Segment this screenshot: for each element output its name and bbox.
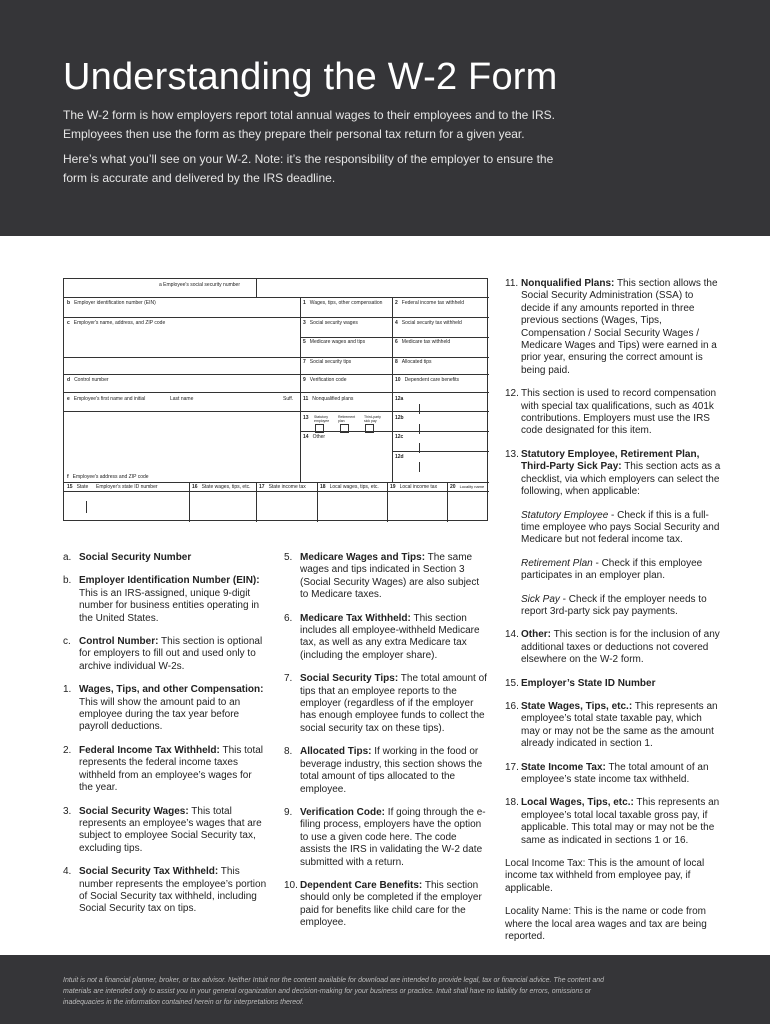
form-box-9: 9 Verification code: [303, 377, 347, 383]
form-box-a: a Employee's social security number: [159, 282, 240, 288]
intro-paragraph-1: The W-2 form is how employers report total annual wages to their employees and to the IRS. Employees then use the form as they prepare their personal tax return for a given year.: [63, 108, 556, 141]
form-box-5: 5 Medicare wages and tips: [303, 339, 366, 345]
item-13-sickpay: Sick Pay - Check if the employer needs to report 3rd-party sick pay payments.: [521, 593, 707, 617]
footer-disclaimer: Intuit is not a financial planner, broker, or tax advisor. Neither Intuit nor the content available for download are intended to provide legal, tax or financial advice. The content and materials are intended only to assist you in your general organization and decision-making for your business or practice. Intuit shall have no liability for errors, omissions or inadequacies in the information contained herein or for interpretations thereof.: [63, 977, 605, 1006]
list-item: 6. Medicare Tax Withheld: This section includes all employee-withheld Medicare tax, as well as any extra Medicare tax (including the employer share).: [284, 612, 480, 661]
list-item: 9. Verification Code: If going through the e-filing process, employers have the option to use a given code here. The code assists the IRS in validating the W-2 date submitted with a return.: [284, 806, 486, 868]
item-17: 17. State Income Tax: The total amount of an employee’s state income tax withheld.: [505, 761, 709, 785]
form-box-6: 6 Medicare tax withheld: [395, 339, 451, 345]
list-item: b. Employer Identification Number (EIN): This is an IRS-assigned, unique 9-digit number for business entities operating in the United States.: [63, 575, 260, 624]
list-item: 2. Federal Income Tax Withheld: This total represents the federal income taxes withheld from an employee’s wages for the year.: [63, 744, 264, 794]
column-left: [63, 552, 268, 927]
item-11: 11. Nonqualified Plans: This section allows the Social Security Administration (SSA) to decide if any amounts reported in three previous sections (Wages, Tips, Compensation / Social Security Wages / Medicare Wages and Tips) were earned in a prior year, ensuring the correct amount is being paid.: [505, 278, 718, 376]
column-right: [505, 278, 723, 954]
item-13: 13. Statutory Employee, Retirement Plan, Third-Party Sick Pay: This section acts as a checklist, via which employers can select the following, when applicable:: [505, 448, 721, 498]
form-box-12a: 12a: [395, 396, 404, 402]
form-box-10: 10 Dependent care benefits: [395, 377, 460, 383]
checkbox-retirement: [340, 424, 349, 433]
checkbox-sickpay: [365, 424, 374, 433]
form-box-e: e Employee's first name and initial: [67, 396, 146, 402]
form-box-e-suff: Suff.: [283, 396, 294, 402]
checkbox-statutory: [315, 424, 324, 433]
form-box-11: 11 Nonqualified plans: [303, 396, 354, 402]
form-box-13-retirement: Retirement plan: [338, 415, 356, 423]
list-item: a. Social Security Number: [63, 552, 192, 563]
local-income-tax-note: Local Income Tax: This is the amount of local income tax withheld from employee pay, if applicable.: [505, 858, 705, 894]
form-box-e-last: Last name: [170, 396, 194, 402]
form-box-20: 20 Locality name: [450, 484, 485, 490]
form-box-12b: 12b: [395, 415, 404, 421]
form-box-19: 19 Local income tax: [390, 484, 438, 490]
form-box-18: 18 Local wages, tips, etc.: [320, 484, 379, 490]
item-18: 18. Local Wages, Tips, etc.: This represents an employee’s total local taxable gross pay, if applicable. This total may or may not be the same as indicated in sections 1 or 16.: [505, 797, 720, 846]
item-16: 16. State Wages, Tips, etc.: This represents an employee’s total state taxable pay, which may or may not be the same as the amount already indicated in section 1.: [505, 700, 718, 750]
header-banner: [0, 0, 770, 236]
form-box-12d: 12d: [395, 454, 404, 460]
form-box-c: c Employer's name, address, and ZIP code: [67, 320, 166, 326]
list-item: 7. Social Security Tips: The total amount of tips that an employee reports to the employer (regardless of if the employer has enough employee funds to collect the social security tax on these tips).: [284, 673, 487, 734]
form-box-7: 7 Social security tips: [303, 359, 352, 365]
form-box-1: 1 Wages, tips, other compensation: [303, 300, 383, 306]
form-box-3: 3 Social security wages: [303, 320, 358, 326]
form-box-14: 14 Other: [303, 434, 326, 440]
list-item: 1. Wages, Tips, and other Compensation: This will show the amount paid to an employee during the tax year before payroll deductions.: [63, 684, 264, 733]
item-13-statutory: Statutory Employee - Check if this is a full-time employee who pays Social Security and Medicare but not federal income tax.: [521, 509, 720, 546]
item-13-retirement: Retirement Plan - Check if this employee participates in an employer plan.: [521, 557, 703, 582]
list-item: c. Control Number: This section is optional for employers to fill out and used only to archive individual W-2s.: [63, 636, 263, 672]
form-box-4: 4 Social security tax withheld: [395, 320, 462, 326]
form-box-15: 15 State: [67, 484, 89, 490]
form-box-13: 13: [303, 415, 309, 421]
locality-name-note: Locality Name: This is the name or code from where the local area wages and tax are being reported.: [505, 906, 707, 943]
form-box-2: 2 Federal income tax withheld: [395, 300, 465, 306]
w2-form-diagram: [63, 278, 488, 521]
form-box-f: f Employee's address and ZIP code: [67, 474, 149, 480]
item-12: 12. This section is used to record compensation with special tax qualifications, such as 401k contributions. Employers must use the IRS code designated for this item.: [505, 388, 717, 437]
page-title: Understanding the W-2 Form: [63, 56, 558, 98]
form-box-13-statutory: Statutory employee: [314, 415, 330, 423]
form-box-d: d Control number: [67, 377, 109, 383]
list-item: 10. Dependent Care Benefits: This section should only be completed if the employer paid for benefits like child care for the employee.: [284, 879, 482, 929]
column-middle: [284, 552, 487, 941]
list-item: 4. Social Security Tax Withheld: This number represents the employee’s portion of Social Security tax withheld, including Social Security tax on tips.: [63, 866, 267, 915]
form-box-16: 16 State wages, tips, etc.: [192, 484, 251, 490]
list-item: 5. Medicare Wages and Tips: The same wages and tips indicated in Section 3 (Social Security Wages) are also subject to Medicare taxes.: [284, 552, 480, 601]
list-item: 3. Social Security Wages: This total represents an employee’s wages that are subject to employee Social Security tax, excluding tips.: [63, 805, 262, 854]
form-box-8: 8 Allocated tips: [395, 359, 432, 365]
item-14: 14. Other: This section is for the inclusion of any additional taxes or deductions not covered elsewhere on the W-2 form.: [505, 629, 720, 666]
list-item: 8. Allocated Tips: If working in the food or beverage industry, this section shows the total amount of tips allocated to the employee.: [284, 746, 483, 795]
form-box-15-id: Employer's state ID number: [96, 484, 158, 490]
intro-paragraph-2: Here’s what you’ll see on your W-2. Note: it’s the responsibility of the employer to ensure the form is accurate and delivered by the IRS deadline.: [63, 152, 554, 185]
form-box-17: 17 State income tax: [259, 484, 306, 490]
form-box-13-sickpay: Third-party sick pay: [364, 415, 381, 423]
item-15: 15. Employer’s State ID Number: [505, 677, 656, 689]
form-box-12c: 12c: [395, 434, 404, 440]
form-box-b: b Employer identification number (EIN): [67, 300, 156, 306]
